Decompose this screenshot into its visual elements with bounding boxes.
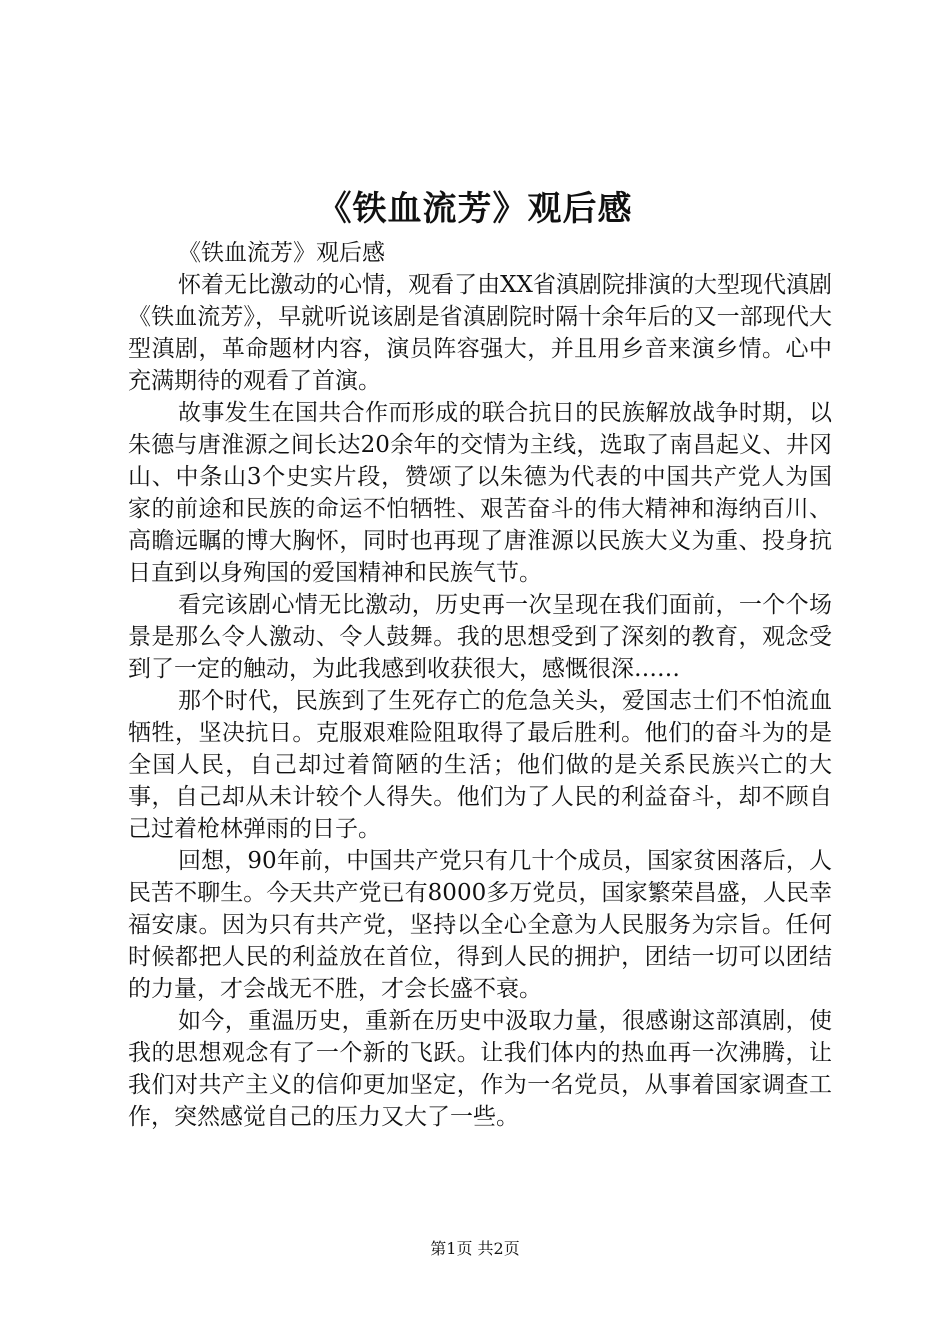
paragraph: 如今，重温历史，重新在历史中汲取力量，很感谢这部滇剧，使我的思想观念有了一个新的飞跃。让我们体内的热血再一次沸腾，让我们对共产主义的信仰更加坚定，作为一名党员，从事着国家调查工作，突然感觉自己的压力又大了一些。 <box>128 1008 832 1130</box>
page-footer: 第1页 共2页 <box>430 1239 520 1258</box>
document-body <box>128 237 832 1133</box>
paragraph: 回想，90年前，中国共产党只有几十个成员，国家贫困落后，人民苦不聊生。今天共产党已有8000多万党员，国家繁荣昌盛，人民幸福安康。因为只有共产党，坚持以全心全意为人民服务为宗旨。任何时候都把人民的利益放在首位，得到人民的拥护，团结一切可以团结的力量，才会战无不胜，才会长盛不衰。 <box>128 848 832 1002</box>
paragraph-subtitle: 《铁血流芳》观后感 <box>178 240 385 266</box>
paragraph: 故事发生在国共合作而形成的联合抗日的民族解放战争时期，以朱德与唐淮源之间长达20余年的交情为主线，选取了南昌起义、井冈山、中条山3个史实片段，赞颂了以朱德为代表的中国共产党人为国家的前途和民族的命运不怕牺牲、艰苦奋斗的伟大精神和海纳百川、高瞻远瞩的博大胸怀，同时也再现了唐淮源以民族大义为重、投身抗日直到以身殉国的爱国精神和民族气节。 <box>128 400 832 586</box>
paragraph: 看完该剧心情无比激动，历史再一次呈现在我们面前，一个个场景是那么令人激动、令人鼓舞。我的思想受到了深刻的教育，观念受到了一定的触动，为此我感到收获很大，感慨很深…… <box>128 592 832 682</box>
paragraph: 怀着无比激动的心情，观看了由XX省滇剧院排演的大型现代滇剧《铁血流芳》，早就听说该剧是省滇剧院时隔十余年后的又一部现代大型滇剧，革命题材内容，演员阵容强大，并且用乡音来演乡情。心中充满期待的观看了首演。 <box>128 272 832 394</box>
page-title: 《铁血流芳》观后感 <box>317 189 633 229</box>
paragraph: 那个时代，民族到了生死存亡的危急关头，爱国志士们不怕流血牺牲，坚决抗日。克服艰难险阻取得了最后胜利。他们的奋斗为的是全国人民，自己却过着简陋的生活；他们做的是关系民族兴亡的大事，自己却从未计较个人得失。他们为了人民的利益奋斗，却不顾自己过着枪林弹雨的日子。 <box>128 688 832 842</box>
